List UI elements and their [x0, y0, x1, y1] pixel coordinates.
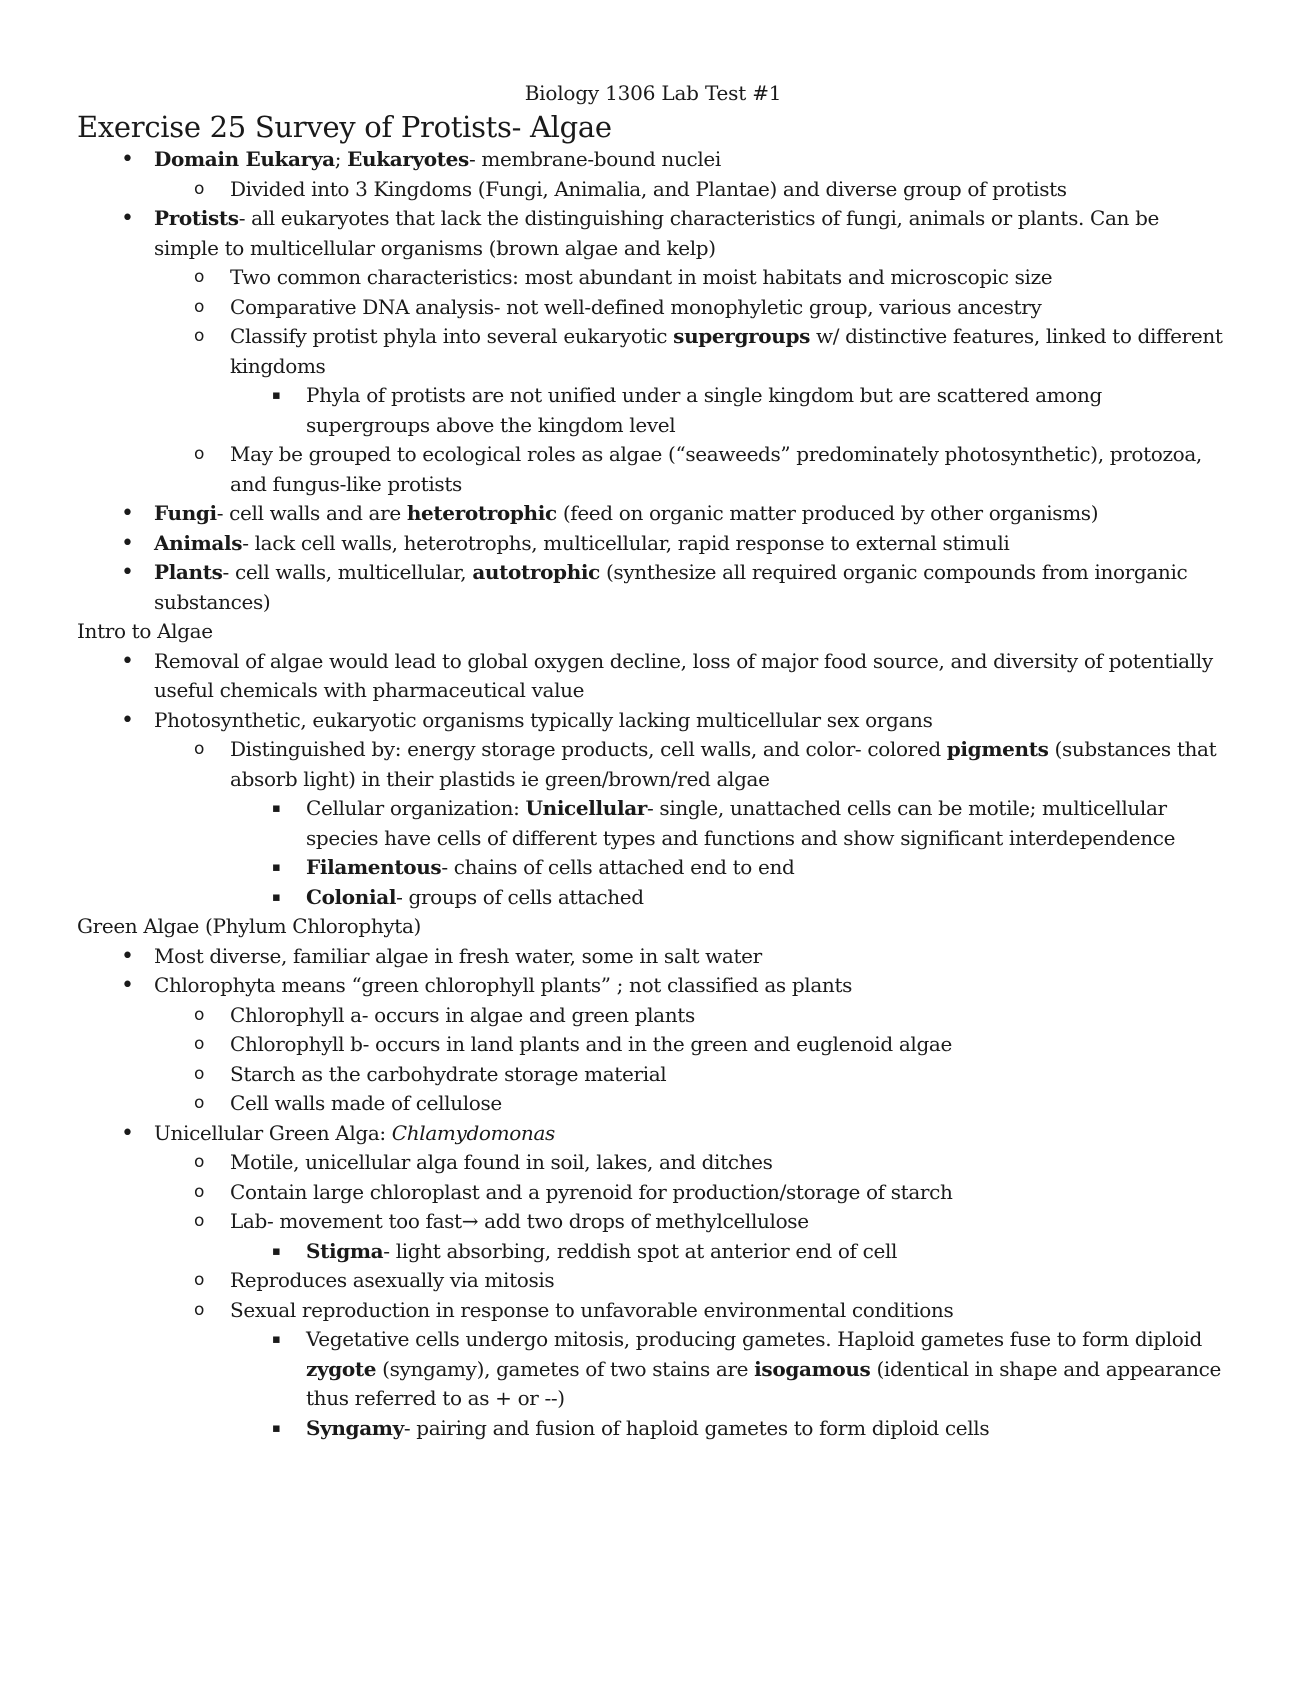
list-item [154, 322, 1227, 440]
square-marker: ▪ [272, 860, 281, 875]
bullet-marker: • [121, 973, 134, 998]
list-item [230, 853, 1227, 883]
square-marker: ▪ [272, 801, 281, 816]
term: supergroups [673, 324, 810, 348]
section-heading-intro-to-algae: Intro to Algae [77, 619, 213, 643]
term: heterotrophic [406, 501, 557, 525]
sub-sub-list [230, 1237, 1227, 1267]
text: Photosynthetic, eukaryotic organisms typically lacking multicellular sex organs [154, 707, 933, 732]
term: Plants [154, 560, 223, 584]
list-item [77, 558, 1227, 617]
sub-list [154, 1148, 1227, 1443]
circle-marker: o [194, 267, 205, 287]
list-item [230, 1325, 1227, 1414]
list-item [230, 883, 1227, 913]
list-item [154, 1148, 1227, 1178]
list-item [77, 942, 1227, 972]
term: Filamentous [306, 855, 442, 879]
square-marker: ▪ [272, 1332, 281, 1347]
square-marker: ▪ [272, 1243, 281, 1259]
term: Unicellular [525, 796, 647, 820]
bullet-list [77, 942, 1227, 1444]
bullet-marker: • [121, 147, 134, 172]
bullet-marker: • [121, 943, 134, 969]
circle-marker: o [194, 1004, 205, 1025]
term: Fungi [154, 501, 217, 525]
list-item [154, 1089, 1227, 1119]
sub-sub-list [230, 1325, 1227, 1443]
bullet-list [77, 647, 1227, 913]
text: Phyla of protists are not unified under a single kingdom but are scattered among supergroups above the kingdom level [306, 383, 1102, 437]
bullet-marker: • [121, 560, 134, 585]
bullet-marker: • [121, 1120, 134, 1146]
list-item [77, 706, 1227, 913]
text: Lab- movement too fast→ add two drops of methylcellulose [230, 1209, 809, 1233]
text: Vegetative cells undergo mitosis, producing gametes. Haploid gametes fuse to form diploid [306, 1327, 1202, 1351]
list-item [154, 175, 1227, 205]
text: - cell walls and are [216, 501, 407, 525]
circle-marker: o [194, 1063, 205, 1084]
text: Unicellular Green Alga: [154, 1120, 392, 1145]
term: isogamous [754, 1356, 871, 1381]
bullet-marker: • [121, 206, 134, 231]
circle-marker: o [194, 1152, 205, 1172]
text: Divided into 3 Kingdoms (Fungi, Animalia, and Plantae) and diverse group of protists [230, 176, 1067, 201]
text: (synthesize all required organic compounds from inorganic substances) [154, 560, 1188, 614]
list-item [230, 1414, 1227, 1444]
term: Protists [154, 206, 239, 230]
text: Cellular organization: [306, 796, 526, 820]
list-item [154, 1207, 1227, 1266]
text: Contain large chloroplast and a pyrenoid for production/storage of starch [230, 1179, 953, 1204]
italic-term: Chlamydomonas [391, 1120, 555, 1145]
list-item [77, 647, 1227, 706]
list-item [154, 1266, 1227, 1296]
text: Classify protist phyla into several eukaryotic [230, 324, 674, 348]
text: (feed on organic matter produced by other organisms) [556, 501, 1099, 525]
square-marker: ▪ [272, 388, 281, 403]
circle-marker: o [194, 444, 205, 464]
list-item [154, 735, 1227, 912]
text: - single, unattached cells can be motile; multicellular species have cells of different types and functions and show significant interdependence [306, 796, 1176, 850]
bullet-marker: • [121, 648, 134, 674]
bullet-marker: • [121, 707, 134, 733]
list-item [154, 1030, 1227, 1060]
circle-marker: o [194, 739, 205, 759]
text: - membrane-bound nuclei [468, 147, 721, 171]
text: w/ distinctive features, linked to different kingdoms [230, 324, 1223, 378]
bullet-marker: • [121, 530, 134, 556]
term: Stigma [306, 1238, 384, 1263]
sub-list [154, 735, 1227, 912]
list-item [154, 1060, 1227, 1090]
text: Removal of algae would lead to global oxygen decline, loss of major food source, and diversity of potentially useful chemicals with pharmaceutical value [154, 648, 1213, 702]
text: (identical in shape and appearance thus referred to as + or --) [306, 1356, 1221, 1410]
square-marker: ▪ [272, 1420, 281, 1436]
term: pigments [946, 737, 1049, 761]
circle-marker: o [194, 296, 205, 317]
bullet-list [77, 145, 1227, 617]
circle-marker: o [194, 178, 205, 199]
text: Starch as the carbohydrate storage material [230, 1061, 667, 1086]
list-item [77, 204, 1227, 499]
list-item [154, 440, 1227, 499]
sub-list [154, 263, 1227, 499]
text: Sexual reproduction in response to unfavorable environmental conditions [230, 1297, 954, 1322]
list-item [77, 499, 1227, 529]
term: Colonial [306, 884, 397, 909]
sub-sub-list [230, 794, 1227, 912]
bullet-marker: • [121, 501, 134, 526]
list-item [154, 1296, 1227, 1444]
term: Animals [154, 530, 243, 555]
sub-sub-list [230, 381, 1227, 440]
text: - pairing and fusion of haploid gametes to form diploid cells [403, 1415, 990, 1440]
circle-marker: o [194, 1211, 205, 1231]
document-body [77, 110, 1227, 1443]
list-item [154, 1001, 1227, 1031]
exercise-title: Exercise 25 Survey of Protists- Algae [77, 110, 612, 144]
text: May be grouped to ecological roles as algae (“seaweeds” predominately photosynthetic), protozoa, and fungus-like protists [230, 442, 1202, 496]
text: (substances that absorb light) in their plastids ie green/brown/red algae [230, 737, 1217, 791]
sub-list [154, 175, 1227, 205]
circle-marker: o [194, 1270, 205, 1290]
term: Eukaryotes [347, 147, 469, 171]
list-item [230, 794, 1227, 853]
circle-marker: o [194, 1299, 205, 1320]
text: - chains of cells attached end to end [441, 855, 795, 879]
list-item [154, 263, 1227, 293]
square-marker: ▪ [272, 889, 281, 905]
sub-list [154, 1001, 1227, 1119]
list-item [230, 1237, 1227, 1267]
text: Two common characteristics: most abundant in moist habitats and microscopic size [230, 265, 1053, 289]
text: Comparative DNA analysis- not well-defined monophyletic group, various ancestry [230, 294, 1042, 319]
text: Cell walls made of cellulose [230, 1091, 502, 1115]
text: Motile, unicellular alga found in soil, lakes, and ditches [230, 1150, 773, 1174]
text: (syngamy), gametes of two stains are [376, 1356, 755, 1381]
document-header: Biology 1306 Lab Test #1 [524, 81, 782, 105]
text: Chlorophyll a- occurs in algae and green plants [230, 1002, 695, 1027]
section-heading-green-algae: Green Algae (Phylum Chlorophyta) [77, 914, 422, 938]
term: Syngamy [306, 1415, 404, 1440]
term: zygote [306, 1356, 377, 1381]
circle-marker: o [194, 1181, 205, 1202]
circle-marker: o [194, 1034, 205, 1054]
list-item [77, 1119, 1227, 1444]
list-item [154, 293, 1227, 323]
list-item [230, 381, 1227, 440]
text: Most diverse, familiar algae in fresh water, some in salt water [154, 943, 762, 968]
text: Reproduces asexually via mitosis [230, 1268, 555, 1292]
circle-marker: o [194, 1093, 205, 1113]
list-item [77, 529, 1227, 559]
text: - light absorbing, reddish spot at anterior end of cell [383, 1238, 898, 1263]
text: Distinguished by: energy storage products, cell walls, and color- colored [230, 737, 947, 761]
circle-marker: o [194, 326, 205, 346]
list-item [77, 145, 1227, 204]
term: autotrophic [472, 560, 600, 584]
text: ; [334, 147, 348, 171]
text: - all eukaryotes that lack the distinguishing characteristics of fungi, animals or plants. Can be simple to multicellular organisms (brown algae and kelp) [154, 206, 1160, 260]
text: Chlorophyll b- occurs in land plants and in the green and euglenoid algae [230, 1032, 952, 1056]
text: - cell walls, multicellular, [222, 560, 473, 584]
term: Domain Eukarya [154, 147, 335, 171]
text: - lack cell walls, heterotrophs, multicellular, rapid response to external stimuli [242, 530, 1010, 555]
text: - groups of cells attached [396, 884, 644, 909]
list-item [154, 1178, 1227, 1208]
text: Chlorophyta means “green chlorophyll plants” ; not classified as plants [154, 973, 853, 997]
list-item [77, 971, 1227, 1119]
